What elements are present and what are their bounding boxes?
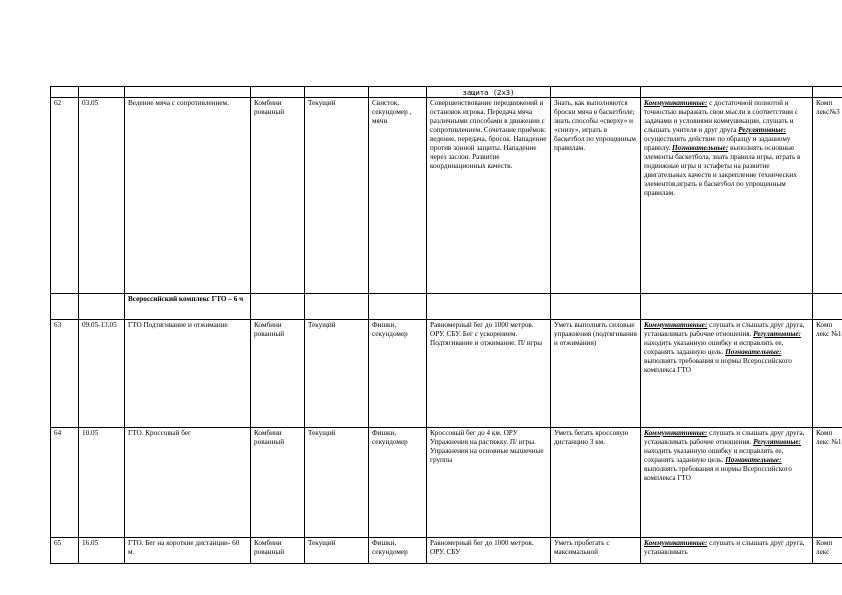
table-row xyxy=(51,428,842,538)
uud-cell xyxy=(641,98,813,294)
uud-cell xyxy=(641,428,813,538)
complex-ref: Комп лекс №1 xyxy=(813,320,842,428)
lesson-topic: ГТО. Бег на короткие дистанции- 60 м. xyxy=(125,538,251,564)
skills: Уметь выполнять силовые упражнения (подтягивания и отжимания) xyxy=(551,320,641,428)
uud-cell xyxy=(641,538,813,564)
control-type: Текущий xyxy=(305,428,369,538)
continuation-row xyxy=(51,87,842,98)
lesson-date: 10.05 xyxy=(79,428,125,538)
continuation-text: защита (2х3) xyxy=(427,87,551,98)
skills: Уметь бегать кроссовую дистанцию 3 км. xyxy=(551,428,641,538)
control-type: Текущий xyxy=(305,538,369,564)
section-row xyxy=(51,294,842,320)
table-row xyxy=(51,98,842,294)
lesson-number: 65 xyxy=(51,538,79,564)
lesson-content: Равномерный бег до 1000 метров. ОРУ. СБУ. Бег с ускорением. Подтягивание и отжимание. П/ игры xyxy=(427,320,551,428)
uud-label: Познавательные: xyxy=(725,456,782,464)
uud-text: выполнять требования и нормы Всероссийского комплекса ГТО xyxy=(644,465,792,482)
uud-text: находить указанную ошибку и исправлять ее, сохранять заданную цель. xyxy=(644,339,784,356)
uud-label: Регулятивные: xyxy=(753,438,801,446)
uud-text: выполнять требования и нормы Всероссийского комплекса ГТО xyxy=(644,357,792,374)
uud-cell xyxy=(641,320,813,428)
uud-text: слушать и слышать друг друга, устанавливать xyxy=(644,539,805,556)
lesson-topic: Ведение мяча с сопротивлением. xyxy=(125,98,251,294)
lesson-type: Комбини рованный xyxy=(251,98,305,294)
uud-text: находить указанную ошибку и исправлять ее, сохранять заданную цель. xyxy=(644,447,784,464)
lesson-number: 63 xyxy=(51,320,79,428)
uud-label: Коммуникативные: xyxy=(644,429,708,437)
uud-text: с достаточной полнотой и точностью выражать свои мысли в соответствии с задачами и условиями коммуникации, слушать и слышать учителя и друг друга xyxy=(644,99,799,134)
uud-text: осуществлять действие по образцу и заданному правилу. xyxy=(644,135,791,152)
table-row xyxy=(51,538,842,564)
uud-label: Коммуникативные: xyxy=(644,539,708,547)
uud-label: Познавательные: xyxy=(725,348,782,356)
uud-label: Регулятивные: xyxy=(738,126,786,134)
lesson-type: Комбини рованный xyxy=(251,320,305,428)
complex-ref: Комп лекс xyxy=(813,538,842,564)
lesson-content: Кроссовый бег до 4 км. ОРУ Упражнения на растяжку. П/ игры. Упражнения на основные мышечные группы xyxy=(427,428,551,538)
uud-label: Коммуникативные: xyxy=(644,99,708,107)
uud-text: слушать и слышать друг друга, устанавливать рабочие отношения. xyxy=(644,429,805,446)
lesson-topic: ГТО Подтягивание и отжимание xyxy=(125,320,251,428)
lesson-topic: ГТО. Кроссовый бег xyxy=(125,428,251,538)
uud-text: выполнять основные элементы баскетбола, знать правила игры, играть в подвижные игры и эстафеты на развитие двигательных качеств и закрепление технических элементов,играть в баскетбол по упрощенным правилам. xyxy=(644,144,801,197)
equipment: Фишки, секундомер xyxy=(369,428,427,538)
section-header: Всероссийский комплекс ГТО – 6 ч xyxy=(125,294,251,320)
lesson-content: Равномерный бег до 1000 метров. ОРУ. СБУ xyxy=(427,538,551,564)
lesson-date: 03.05 xyxy=(79,98,125,294)
control-type: Текущий xyxy=(305,98,369,294)
lesson-type: Комбини рованный xyxy=(251,428,305,538)
equipment: Свисток, секундомер , мячи xyxy=(369,98,427,294)
skills: Знать, как выполняются броски мяча в баскетболе; знать способы «сверху» и «снизу», играть в баскетбол по упрощенным правилам. xyxy=(551,98,641,294)
lesson-number: 62 xyxy=(51,98,79,294)
lesson-date: 16.05 xyxy=(79,538,125,564)
uud-label: Коммуникативные: xyxy=(644,321,708,329)
lesson-number: 64 xyxy=(51,428,79,538)
lesson-content: Совершенствование передвижений и остановок игрока. Передача мяча различными способами в движении с сопротивлением. Сочетание приёмов: ведение, передача, бросок. Нападение против зонной защиты. Нападение через заслон. Развитие координационных качеств. xyxy=(427,98,551,294)
uud-label: Регулятивные: xyxy=(753,330,801,338)
lesson-type: Комбини рованный xyxy=(251,538,305,564)
control-type: Текущий xyxy=(305,320,369,428)
complex-ref: Комп лекс№3 xyxy=(813,98,842,294)
equipment: Фишки, секундомер xyxy=(369,538,427,564)
uud-text: слушать и слышать друг друга, устанавливать рабочие отношения. xyxy=(644,321,805,338)
complex-ref: Комп лекс №1 xyxy=(813,428,842,538)
lesson-date: 09.05-13.05 xyxy=(79,320,125,428)
skills: Уметь пробегать с максимальной xyxy=(551,538,641,564)
uud-label: Познавательные: xyxy=(671,144,729,152)
equipment: Фишки, секундомер xyxy=(369,320,427,428)
table-row xyxy=(51,320,842,428)
lesson-plan-table xyxy=(50,86,842,564)
